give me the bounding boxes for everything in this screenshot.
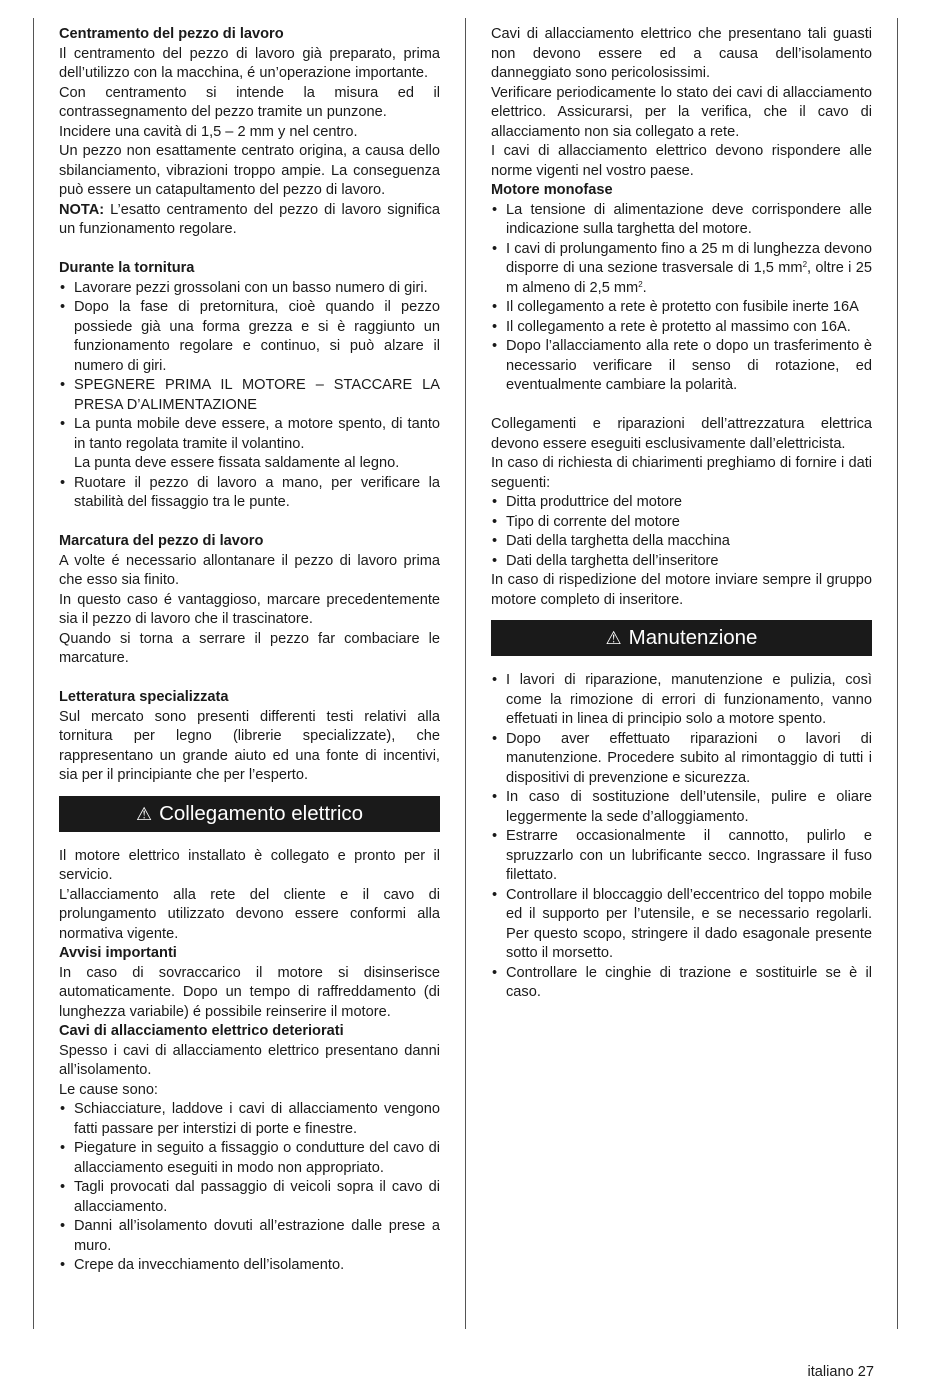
list-item: • In caso di sostituzione dell’utensile, pulire e oliare leggermente la sede d’alloggiamento. [491, 788, 872, 827]
list-item-text: . [642, 279, 647, 296]
list-item: • Dopo la fase di pretornitura, cioè quando il pezzo possiede già una forma grezza e si è raggiunto un funzionamento regolare e continuo, si può alzare il numero di giri. [59, 298, 440, 376]
subheading-avvisi: Avvisi importanti [59, 945, 177, 961]
list-item: • Il collegamento a rete è protetto con fusibile inerte 16A [491, 298, 872, 318]
superscript: 2 [802, 260, 808, 269]
list-item: • Estrarre occasionalmente il cannotto, pulirlo e spruzzarlo con un lubrificante secco. Ingrassare il fuso filettato. [491, 827, 872, 886]
section-banner-collegamento [59, 796, 440, 832]
list-item: • Il collegamento a rete è protetto al massimo con 16A. [491, 318, 872, 338]
list-item: • Schiacciature, laddove i cavi di allacciamento vengono fatti passare per interstizi di porte e finestre. [59, 1100, 440, 1139]
paragraph: In questo caso é vantaggioso, marcare precedentemente sia il pezzo di lavoro che il trascinatore. [59, 591, 440, 627]
paragraph: Cavi di allacciamento elettrico che presentano tali guasti non devono essere ed a causa dell’isolamento danneggiato sono pericolosissimi. [491, 26, 872, 81]
warning-triangle-icon: ⚠ [605, 628, 622, 648]
subheading-motore-monofase: Motore monofase [491, 182, 613, 198]
paragraph: Un pezzo non esattamente centrato origina, a causa dello sbilanciamento, vibrazioni troppo ampie. La conseguenza può essere un catapultamento del pezzo di lavoro. [59, 143, 440, 198]
section-heading-marcatura: Marcatura del pezzo di lavoro [59, 533, 264, 549]
paragraph: Con centramento si intende la misura ed il contrassegnamento del pezzo tramite un punzone. [59, 84, 440, 120]
list-item-text: I cavi di prolungamento fino a 25 m di lunghezza devono disporre di una sezione trasversale di 1,5 mm [506, 240, 872, 276]
list-item: • Piegature in seguito a fissaggio o condutture del cavo di allacciamento eseguiti in modo non appropriato. [59, 1139, 440, 1178]
right-column [491, 25, 872, 1003]
list-item: • La tensione di alimentazione deve corrispondere alle indicazione sulla targhetta del motore. [491, 201, 872, 240]
list-item: • Ditta produttrice del motore [491, 493, 872, 513]
banner-title: Collegamento elettrico [159, 801, 364, 825]
left-margin-rule [33, 18, 34, 1329]
note-label: NOTA: [59, 201, 105, 218]
list-item: • Dopo aver effettuato riparazioni o lavori di manutenzione. Procedere subito al rimontaggio di tutti i dispositivi di prevenzione e sicurezza. [491, 730, 872, 789]
paragraph: In caso di richiesta di chiarimenti preghiamo di fornire i dati seguenti: [491, 455, 872, 491]
list-item: • Ruotare il pezzo di lavoro a mano, per verificare la stabilità del fissaggio tra le punte. [59, 474, 440, 513]
paragraph: A volte é necessario allontanare il pezzo di lavoro prima che esso sia finito. [59, 552, 440, 588]
paragraph: Quando si torna a serrare il pezzo far combaciare le marcature. [59, 630, 440, 666]
cause-list [59, 1100, 440, 1276]
list-item: • Controllare le cinghie di trazione e sostituirle se è il caso. [491, 964, 872, 1003]
list-item: • Dati della targhetta della macchina [491, 532, 872, 552]
list-item: • Tagli provocati dal passaggio di veicoli sopra il cavo di allacciamento. [59, 1178, 440, 1217]
tornitura-list [59, 279, 440, 513]
dati-list [491, 493, 872, 571]
superscript: 2 [638, 279, 643, 289]
list-item: • Controllare il bloccaggio dell’eccentrico del toppo mobile ed il supporto per l’utensile, e se necessario regolarli. Per questo scopo, stringere il dado esagonale presente sotto il morsetto. [491, 886, 872, 964]
motore-list [491, 201, 872, 396]
paragraph: Verificare periodicamente lo stato dei cavi di allacciamento elettrico. Assicurarsi, per la verifica, che il cavo di allacciamento non sia collegato a rete. [491, 84, 872, 140]
paragraph: Spesso i cavi di allacciamento elettrico presentano danni all’isolamento. [59, 1042, 440, 1078]
paragraph: In caso di rispedizione del motore inviare sempre il gruppo motore completo di inseritore. [491, 572, 872, 608]
paragraph: Incidere una cavità di 1,5 – 2 mm y nel centro. [59, 123, 358, 140]
manutenzione-list [491, 671, 872, 1003]
list-item: • Dopo l’allacciamento alla rete o dopo un trasferimento è necessario verificare il senso di rotazione, ed eventualmente cambiare la polarità. [491, 337, 872, 396]
list-item: • Danni all’isolamento dovuti all’estrazione dalle prese a muro. [59, 1217, 440, 1256]
list-item-text: , oltre i 25 m almeno di 2,5 mm [506, 260, 872, 296]
paragraph: I cavi di allacciamento elettrico devono rispondere alle norme vigenti nel vostro paese. [491, 143, 872, 179]
right-margin-rule [897, 18, 898, 1329]
list-item-text: La punta deve essere fissata saldamente al legno. [74, 455, 400, 471]
paragraph: L’allacciamento alla rete del cliente e il cavo di prolungamento utilizzato devono essere conformi alla normativa vigente. [59, 886, 440, 942]
list-item: • Tipo di corrente del motore [491, 513, 872, 533]
section-heading-tornitura: Durante la tornitura [59, 260, 195, 276]
banner-title: Manutenzione [628, 626, 758, 650]
list-item: • Dati della targhetta dell’inseritore [491, 552, 872, 572]
paragraph: Le cause sono: [59, 1081, 158, 1098]
note-text: L’esatto centramento del pezzo di lavoro significa un funzionamento regolare. [59, 201, 440, 237]
paragraph: Il motore elettrico installato è collegato e pronto per il servicio. [59, 847, 440, 883]
list-item: • Crepe da invecchiamento dell’isolamento. [59, 1256, 440, 1276]
warning-triangle-icon: ⚠ [135, 803, 153, 824]
paragraph: Il centramento del pezzo di lavoro già preparato, prima dell’utilizzo con la macchina, é un’operazione importante. [59, 45, 440, 81]
note-paragraph [59, 201, 440, 240]
paragraph: Collegamenti e riparazioni dell’attrezzatura elettrica devono essere eseguiti esclusivamente dall’elettricista. [491, 416, 872, 452]
paragraph: Sul mercato sono presenti differenti testi relativi alla tornitura per legno (librerie specializzate), che rappresentano un grande aiuto ed una fonte di incentivi, sia per il principiante che per l’esperto. [59, 708, 440, 783]
left-column [59, 25, 440, 1276]
section-heading-centramento: Centramento del pezzo di lavoro [59, 26, 284, 42]
center-column-rule [465, 18, 466, 1329]
list-item [59, 415, 440, 474]
section-banner-manutenzione [491, 620, 872, 656]
page-number: italiano 27 [807, 1364, 874, 1380]
list-item-text: La punta mobile deve essere, a motore spento, di tanto in tanto regolata tramite il volantino. [74, 416, 440, 452]
list-item: • I lavori di riparazione, manutenzione e pulizia, così come la rimozione di errori di funzionamento, vanno effetuati in linea di principio solo a motore spento. [491, 671, 872, 730]
paragraph: In caso di sovraccarico il motore si disinserisce automaticamente. Dopo un tempo di raffreddamento (di lunghezza variabile) é possibile reinserire il motore. [59, 964, 440, 1020]
list-item: • SPEGNERE PRIMA IL MOTORE – STACCARE LA PRESA D’ALIMENTAZIONE [59, 376, 440, 415]
section-heading-letteratura: Letteratura specializzata [59, 689, 229, 705]
list-item [491, 240, 872, 299]
list-item: • Lavorare pezzi grossolani con un basso numero di giri. [59, 279, 440, 299]
subheading-cavi: Cavi di allacciamento elettrico deteriorati [59, 1023, 344, 1039]
